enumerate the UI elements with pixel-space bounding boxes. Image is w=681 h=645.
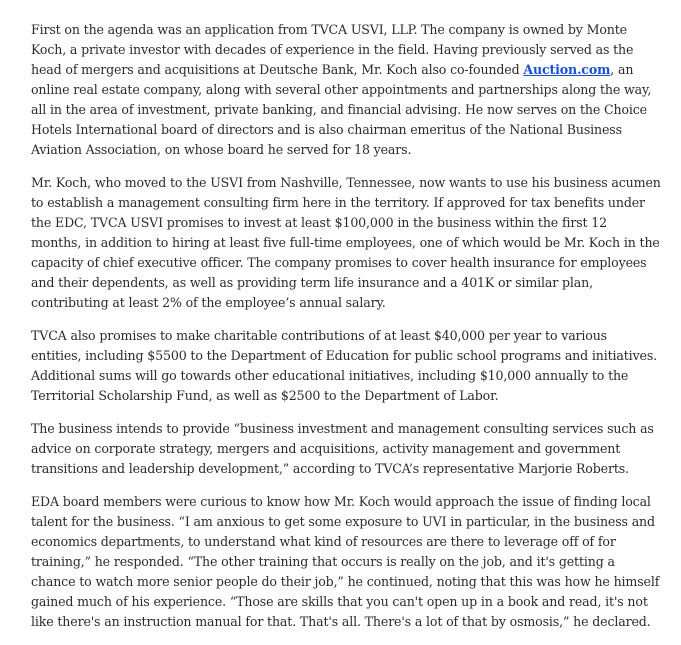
paragraph-5: EDA board members were curious to know how Mr. Koch would approach the issue of finding local talent for the business. “I am anxious to get some exposure to UVI in particular, in the business and economics departments, to understand what kind of resources are there to leverage off of for training,” he responded. “The other training that occurs is really on the job, and it's getting a chance to watch more senior people do their job,” he continued, noting that this was how he himself gained much of his experience. “Those are skills that you can't open up in a book and read, it's not like there's an instruction manual for that. That's all. There's a lot of that by osmosis,” he declared. [31, 494, 660, 629]
paragraph-1 [31, 20, 661, 160]
auction-com-link[interactable]: Auction.com [523, 62, 611, 77]
paragraph-4: The business intends to provide “business investment and management consulting services such as advice on corporate strategy, mergers and acquisitions, activity management and government transitions and leadership development,” according to TVCA’s representative Marjorie Roberts. [31, 421, 654, 476]
paragraph-3: TVCA also promises to make charitable contributions of at least $40,000 per year to various entities, including $5500 to the Department of Education for public school programs and initiatives. Additional sums will go towards other educational initiatives, including $10,000 annually to the Territorial Scholarship Fund, as well as $2500 to the Department of Labor. [31, 328, 657, 403]
paragraph-1-text-end: , an online real estate company, along with several other appointments and partnerships along the way, all in the area of investment, private banking, and financial advising. He now serves on the Choice Hotels International board of directors and is also chairman emeritus of the National Business Aviation Association, on whose board he served for 18 years. [31, 62, 652, 157]
paragraph-1-text-start: First on the agenda was an application from TVCA USVI, LLP. The company is owned by Monte Koch, a private investor with decades of experience in the field. Having previously served as the head of mergers and acquisitions at Deutsche Bank, Mr. Koch also co-founded [31, 22, 634, 77]
paragraph-2: Mr. Koch, who moved to the USVI from Nashville, Tennessee, now wants to use his business acumen to establish a management consulting firm here in the territory. If approved for tax benefits under the EDC, TVCA USVI promises to invest at least $100,000 in the business within the first 12 months, in addition to hiring at least five full-time employees, one of which would be Mr. Koch in the capacity of chief executive officer. The company promises to cover health insurance for employees and their dependents, as well as providing term life insurance and a 401K or similar plan, contributing at least 2% of the employee’s annual salary. [31, 175, 661, 310]
article-body [31, 20, 661, 645]
